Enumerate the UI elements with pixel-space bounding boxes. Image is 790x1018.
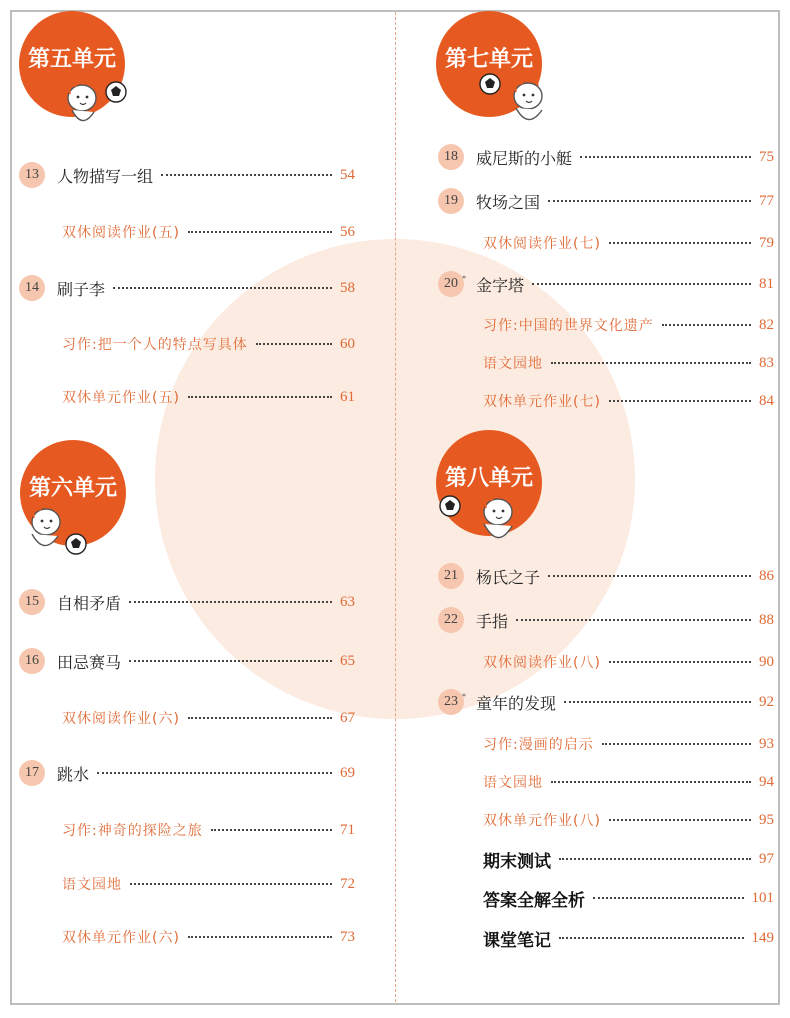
- toc-page: 58: [340, 279, 355, 296]
- dot-leader: [188, 396, 332, 398]
- toc-row[interactable]: [483, 231, 774, 255]
- dot-leader: [97, 772, 332, 774]
- dot-leader: [559, 858, 751, 860]
- lesson-number: 18: [438, 144, 464, 170]
- toc-title: 语文园地: [483, 775, 543, 791]
- toc-title: 威尼斯的小艇: [476, 148, 573, 168]
- toc-page: 95: [759, 811, 774, 828]
- toc-title: 习作:把一个人的特点写具体: [62, 337, 248, 353]
- toc-page: 86: [759, 567, 774, 584]
- toc-page: 72: [340, 875, 355, 892]
- mascot-icon: [60, 72, 132, 132]
- dot-leader: [602, 743, 751, 745]
- dot-leader: [188, 231, 332, 233]
- lesson-number: 15: [19, 589, 45, 615]
- unit-title-7: 第七单元: [445, 47, 534, 72]
- toc-page: 88: [759, 611, 774, 628]
- toc-page: 75: [759, 148, 774, 165]
- dot-leader: [580, 156, 751, 158]
- toc-page: 92: [759, 693, 774, 710]
- toc-row[interactable]: [19, 590, 355, 614]
- toc-title: 跳水: [57, 764, 90, 784]
- toc-title: 双休单元作业(七): [483, 394, 601, 410]
- unit-title-5: 第五单元: [28, 47, 117, 72]
- toc-title: 自相矛盾: [57, 593, 122, 613]
- lesson-number: 17: [19, 760, 45, 786]
- toc-title: 杨氏之子: [476, 567, 541, 587]
- toc-title: 双休单元作业(八): [483, 813, 601, 829]
- lesson-number: 14: [19, 275, 45, 301]
- column-divider: [395, 12, 396, 1002]
- toc-row[interactable]: [62, 385, 355, 409]
- lesson-number: 13: [19, 162, 45, 188]
- unit-title-8: 第八单元: [445, 466, 534, 491]
- dot-leader: [548, 200, 751, 202]
- lesson-number: 21: [438, 563, 464, 589]
- toc-row[interactable]: [438, 189, 774, 213]
- toc-page: 67: [340, 709, 355, 726]
- toc-page: 84: [759, 392, 774, 409]
- toc-title: 习作:漫画的启示: [483, 737, 594, 753]
- toc-row[interactable]: [62, 925, 355, 949]
- toc-page: 61: [340, 388, 355, 405]
- toc-row[interactable]: [438, 272, 774, 296]
- toc-row[interactable]: [483, 650, 774, 674]
- toc-row[interactable]: [483, 808, 774, 832]
- mascot-icon: [436, 490, 526, 552]
- toc-title: 人物描写一组: [57, 166, 154, 186]
- toc-title: 牧场之国: [476, 192, 541, 212]
- toc-title: 田忌赛马: [57, 652, 122, 672]
- toc-row[interactable]: [19, 761, 355, 785]
- dot-leader: [609, 400, 751, 402]
- toc-row[interactable]: [62, 220, 355, 244]
- toc-row[interactable]: [483, 732, 774, 756]
- toc-row[interactable]: [62, 706, 355, 730]
- toc-row[interactable]: [483, 351, 774, 375]
- toc-title: 习作:中国的世界文化遗产: [483, 318, 654, 334]
- toc-title: 语文园地: [62, 877, 122, 893]
- toc-row[interactable]: [438, 145, 774, 169]
- toc-title: 双休阅读作业(七): [483, 236, 601, 252]
- toc-page: 77: [759, 192, 774, 209]
- toc-row[interactable]: [438, 690, 774, 714]
- toc-title: 语文园地: [483, 356, 543, 372]
- dot-leader: [188, 936, 332, 938]
- toc-row[interactable]: [19, 163, 355, 187]
- toc-title: 双休阅读作业(八): [483, 655, 601, 671]
- toc-row[interactable]: [62, 332, 355, 356]
- dot-leader: [609, 661, 751, 663]
- toc-page: 73: [340, 928, 355, 945]
- toc-title: 答案全解全析: [483, 890, 585, 911]
- dot-leader: [161, 174, 332, 176]
- toc-row[interactable]: [19, 649, 355, 673]
- toc-row[interactable]: [438, 564, 774, 588]
- toc-page: 93: [759, 735, 774, 752]
- toc-page: 97: [759, 850, 774, 867]
- toc-page: 71: [340, 821, 355, 838]
- dot-leader: [130, 883, 332, 885]
- toc-title: 习作:神奇的探险之旅: [62, 823, 203, 839]
- toc-title: 双休阅读作业(六): [62, 711, 180, 727]
- toc-page: 81: [759, 275, 774, 292]
- toc-title: 手指: [476, 611, 509, 631]
- toc-row[interactable]: [483, 886, 774, 910]
- toc-page: 63: [340, 593, 355, 610]
- toc-title: 刷子李: [57, 279, 106, 299]
- dot-leader: [593, 897, 744, 899]
- toc-page: 69: [340, 764, 355, 781]
- dot-leader: [609, 819, 751, 821]
- dot-leader: [548, 575, 751, 577]
- toc-page: 56: [340, 223, 355, 240]
- toc-row[interactable]: [438, 608, 774, 632]
- dot-leader: [609, 242, 751, 244]
- dot-leader: [188, 717, 332, 719]
- dot-leader: [532, 283, 751, 285]
- dot-leader: [564, 701, 751, 703]
- dot-leader: [211, 829, 332, 831]
- toc-page: 101: [751, 889, 774, 906]
- toc-page: 90: [759, 653, 774, 670]
- toc-title: 期末测试: [483, 851, 551, 872]
- toc-title: 金字塔: [476, 275, 525, 295]
- lesson-number: 20 *: [438, 271, 464, 297]
- toc-row[interactable]: [483, 770, 774, 794]
- dot-leader: [551, 362, 751, 364]
- toc-title: 双休阅读作业(五): [62, 225, 180, 241]
- toc-row[interactable]: [483, 926, 774, 950]
- toc-page: 60: [340, 335, 355, 352]
- toc-page: 82: [759, 316, 774, 333]
- dot-leader: [129, 660, 332, 662]
- toc-title: 双休单元作业(六): [62, 930, 180, 946]
- toc-row[interactable]: [483, 389, 774, 413]
- toc-row[interactable]: [483, 847, 774, 871]
- dot-leader: [551, 781, 751, 783]
- toc-page: 83: [759, 354, 774, 371]
- toc-row[interactable]: [62, 872, 355, 896]
- lesson-number: 23 *: [438, 689, 464, 715]
- toc-row[interactable]: [483, 313, 774, 337]
- mascot-icon: [476, 72, 560, 132]
- toc-page: 65: [340, 652, 355, 669]
- toc-title: 课堂笔记: [483, 930, 551, 951]
- toc-page: 54: [340, 166, 355, 183]
- dot-leader: [516, 619, 751, 621]
- toc-page: 94: [759, 773, 774, 790]
- toc-row[interactable]: [62, 818, 355, 842]
- lesson-number: 16: [19, 648, 45, 674]
- toc-title: 双休单元作业(五): [62, 390, 180, 406]
- toc-row[interactable]: [19, 276, 355, 300]
- dot-leader: [129, 601, 332, 603]
- dot-leader: [113, 287, 332, 289]
- lesson-number: 22: [438, 607, 464, 633]
- toc-title: 童年的发现: [476, 693, 557, 713]
- mascot-icon: [18, 500, 90, 560]
- toc-page: 79: [759, 234, 774, 251]
- dot-leader: [559, 937, 744, 939]
- dot-leader: [256, 343, 332, 345]
- unit-title-6: 第六单元: [29, 476, 118, 501]
- toc-page: 149: [751, 929, 774, 946]
- lesson-number: 19: [438, 188, 464, 214]
- dot-leader: [662, 324, 751, 326]
